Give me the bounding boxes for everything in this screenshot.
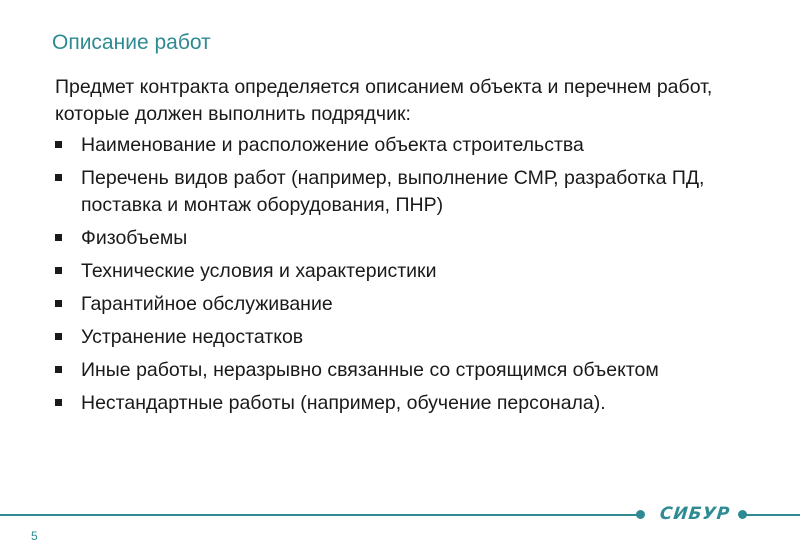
page-number: 5 — [31, 529, 38, 543]
bullet-item — [55, 324, 785, 351]
bullet-text: Гарантийное обслуживание — [81, 293, 333, 315]
footer-divider-right — [742, 514, 800, 516]
divider-dot-icon — [636, 510, 645, 519]
bullet-item — [55, 132, 785, 159]
square-bullet-icon — [55, 234, 62, 241]
square-bullet-icon — [55, 267, 62, 274]
bullet-item — [55, 390, 785, 417]
square-bullet-icon — [55, 366, 62, 373]
footer-divider — [0, 514, 640, 516]
bullet-item — [55, 225, 785, 252]
bullet-item — [55, 291, 785, 318]
slide-title: Описание работ — [52, 31, 211, 54]
intro-paragraph: Предмет контракта определяется описанием объекта и перечнем работ, которые должен выполнить подрядчик: — [55, 76, 713, 125]
bullet-text: Иные работы, неразрывно связанные со строящимся объектом — [81, 359, 659, 381]
bullet-text: Наименование и расположение объекта строительства — [81, 134, 584, 156]
bullet-text: Технические условия и характеристики — [81, 260, 437, 282]
bullet-text: Устранение недостатков — [81, 326, 304, 348]
square-bullet-icon — [55, 141, 62, 148]
bullet-item — [55, 258, 785, 285]
bullet-text: Перечень видов работ (например, выполнение СМР, разработка ПД, поставка и монтаж оборудования, ПНР) — [81, 167, 705, 216]
bullet-item — [55, 357, 785, 384]
bullet-text: Нестандартные работы (например, обучение персонала). — [81, 392, 606, 414]
square-bullet-icon — [55, 399, 62, 406]
square-bullet-icon — [55, 174, 62, 181]
square-bullet-icon — [55, 333, 62, 340]
logo-text: СИБУР — [658, 504, 732, 524]
bullet-list — [55, 132, 785, 423]
square-bullet-icon — [55, 300, 62, 307]
bullet-text: Физобъемы — [81, 227, 188, 249]
bullet-item — [55, 165, 785, 219]
sibur-logo — [652, 503, 738, 525]
